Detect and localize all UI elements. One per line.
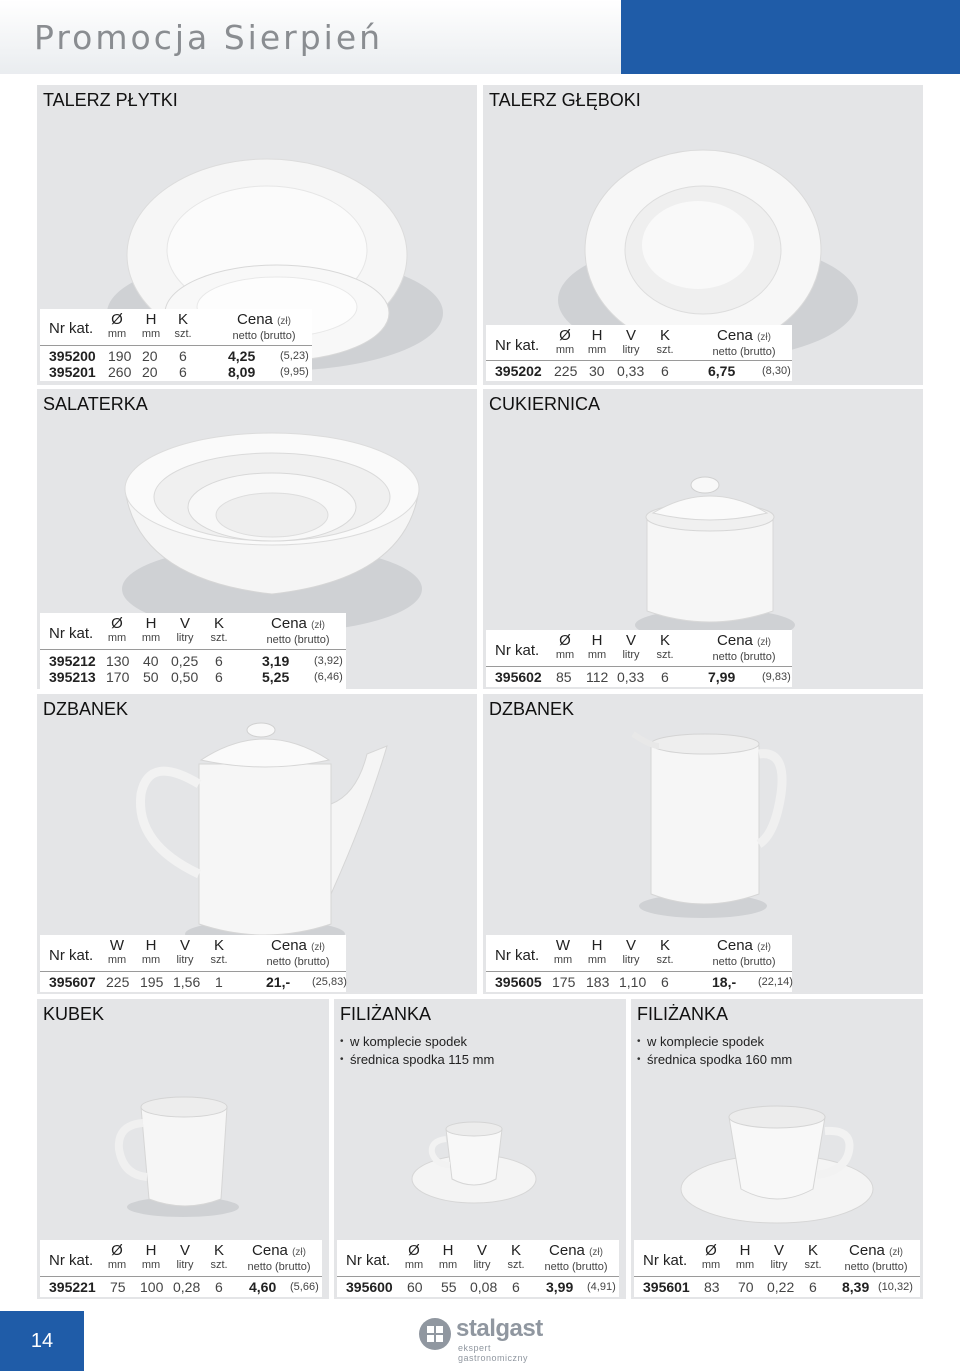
price-net: 18,- [712, 974, 737, 990]
product-code: 395212 [49, 653, 96, 669]
currency-label: (zł) [757, 942, 771, 953]
product-title: TALERZ GŁĘBOKI [489, 90, 641, 110]
price-gross: (10,32) [878, 1281, 913, 1293]
netto-label: netto (brutto) [247, 1261, 311, 1273]
spec-table-filizanka-large [634, 1240, 920, 1297]
spec-table-dzbanek-coffee [40, 935, 346, 992]
brand-name: stalgast [456, 1315, 543, 1342]
spec-table-talerz-plytki [40, 309, 312, 381]
diameter-label: Ø [408, 1242, 420, 1259]
price-gross: (6,46) [314, 671, 343, 683]
unit-litry: litry [176, 1259, 194, 1271]
product-title: FILIŻANKA [637, 1004, 729, 1024]
cena-label: Cena [237, 311, 273, 328]
quantity-label: K [807, 1242, 818, 1259]
height-label: H [442, 1242, 454, 1259]
unit-szt: szt. [210, 632, 228, 644]
volume-value: 0,25 [171, 653, 199, 669]
product-title: KUBEK [43, 1004, 105, 1024]
product-title: FILIŻANKA [340, 1004, 432, 1024]
nrkat-label: Nr kat. [643, 1252, 688, 1269]
price-net: 7,99 [708, 669, 736, 685]
height-label: H [739, 1242, 751, 1259]
diameter-label: Ø [705, 1242, 717, 1259]
unit-mm: mm [107, 632, 127, 644]
height-value: 40 [143, 653, 159, 669]
height-label: H [145, 615, 157, 632]
quantity-value: 1 [215, 974, 223, 990]
width-value: 225 [106, 974, 130, 990]
unit-szt: szt. [656, 344, 674, 356]
nrkat-label: Nr kat. [49, 1252, 94, 1269]
width-label: W [109, 937, 125, 954]
quantity-value: 6 [215, 669, 223, 685]
price-net: 4,60 [249, 1279, 277, 1295]
unit-litry: litry [622, 649, 640, 661]
unit-litry: litry [622, 954, 640, 966]
unit-litry: litry [622, 344, 640, 356]
unit-mm: mm [587, 344, 607, 356]
height-value: 70 [738, 1279, 754, 1295]
cena-label: Cena [717, 632, 753, 649]
height-label: H [591, 632, 603, 649]
currency-label: (zł) [889, 1247, 903, 1258]
height-value: 112 [586, 669, 609, 685]
nrkat-label: Nr kat. [49, 320, 94, 337]
nrkat-label: Nr kat. [495, 947, 540, 964]
spec-table-filizanka-small [337, 1240, 619, 1297]
spec-table-cukiernica [486, 630, 792, 687]
height-value: 20 [142, 364, 158, 380]
quantity-value: 6 [215, 653, 223, 669]
product-title: CUKIERNICA [489, 394, 601, 414]
table-row [634, 1279, 920, 1295]
product-title: TALERZ PŁYTKI [43, 90, 178, 110]
unit-szt: szt. [210, 1259, 228, 1271]
unit-mm: mm [553, 954, 573, 966]
diameter-value: 130 [106, 653, 130, 669]
currency-label: (zł) [292, 1247, 306, 1258]
volume-label: V [773, 1242, 784, 1259]
unit-mm: mm [555, 649, 575, 661]
quantity-label: K [213, 937, 224, 954]
product-title: SALATERKA [43, 394, 148, 414]
quantity-label: K [510, 1242, 521, 1259]
unit-mm: mm [404, 1259, 424, 1271]
currency-label: (zł) [757, 332, 771, 343]
height-value: 20 [142, 348, 158, 364]
unit-szt: szt. [656, 954, 674, 966]
volume-label: V [179, 937, 190, 954]
nrkat-label: Nr kat. [49, 625, 94, 642]
product-code: 395200 [49, 348, 96, 364]
unit-mm: mm [141, 632, 161, 644]
height-label: H [591, 327, 603, 344]
width-label: W [555, 937, 571, 954]
unit-szt: szt. [174, 328, 192, 340]
diameter-value: 260 [108, 364, 132, 380]
unit-mm: mm [107, 1259, 127, 1271]
nrkat-label: Nr kat. [495, 337, 540, 354]
unit-mm: mm [141, 954, 161, 966]
spec-table-dzbanek-milk [486, 935, 792, 992]
table-row [40, 669, 346, 685]
page-number: 14 [0, 1311, 84, 1371]
product-code: 395221 [49, 1279, 96, 1295]
unit-mm: mm [107, 328, 127, 340]
quantity-label: K [213, 615, 224, 632]
quantity-value: 6 [661, 669, 669, 685]
unit-litry: litry [176, 632, 194, 644]
table-row [486, 974, 792, 990]
diameter-value: 225 [554, 363, 578, 379]
unit-litry: litry [770, 1259, 788, 1271]
height-label: H [591, 937, 603, 954]
volume-label: V [625, 937, 636, 954]
cena-label: Cena [271, 615, 307, 632]
cena-label: Cena [849, 1242, 885, 1259]
netto-label: netto (brutto) [544, 1261, 608, 1273]
price-net: 6,75 [708, 363, 736, 379]
cena-label: Cena [717, 327, 753, 344]
product-title: DZBANEK [489, 699, 575, 719]
quantity-label: K [177, 311, 188, 328]
volume-label: V [179, 1242, 190, 1259]
price-net: 8,39 [842, 1279, 870, 1295]
netto-label: netto (brutto) [712, 346, 776, 358]
width-value: 175 [552, 974, 576, 990]
diameter-value: 83 [704, 1279, 720, 1295]
unit-mm: mm [141, 1259, 161, 1271]
height-value: 30 [589, 363, 605, 379]
price-gross: (8,30) [762, 365, 791, 377]
volume-value: 0,33 [617, 363, 645, 379]
table-row [40, 1279, 322, 1295]
table-row [486, 363, 792, 379]
unit-mm: mm [141, 328, 161, 340]
volume-label: V [625, 327, 636, 344]
nrkat-label: Nr kat. [49, 947, 94, 964]
unit-mm: mm [587, 649, 607, 661]
volume-value: 0,33 [617, 669, 645, 685]
spec-table-kubek [40, 1240, 322, 1297]
netto-label: netto (brutto) [712, 956, 776, 968]
volume-label: V [179, 615, 190, 632]
height-value: 183 [586, 974, 610, 990]
unit-szt: szt. [507, 1259, 525, 1271]
unit-szt: szt. [210, 954, 228, 966]
product-code: 395202 [495, 363, 542, 379]
quantity-value: 6 [179, 348, 187, 364]
table-row [40, 348, 312, 364]
product-code: 395600 [346, 1279, 393, 1295]
unit-mm: mm [438, 1259, 458, 1271]
diameter-label: Ø [111, 1242, 123, 1259]
spec-table-salaterka [40, 613, 346, 689]
quantity-label: K [659, 632, 670, 649]
product-code: 395602 [495, 669, 542, 685]
diameter-label: Ø [111, 615, 123, 632]
volume-value: 0,08 [470, 1279, 498, 1295]
table-row [486, 669, 792, 685]
diameter-value: 60 [407, 1279, 423, 1295]
height-value: 195 [140, 974, 164, 990]
volume-label: V [625, 632, 636, 649]
quantity-label: K [659, 327, 670, 344]
volume-value: 0,28 [173, 1279, 201, 1295]
product-code: 395601 [643, 1279, 690, 1295]
unit-mm: mm [701, 1259, 721, 1271]
unit-litry: litry [473, 1259, 491, 1271]
currency-label: (zł) [311, 620, 325, 631]
price-net: 8,09 [228, 364, 256, 380]
feature-item: • średnica spodka 160 mm [637, 1051, 792, 1069]
height-label: H [145, 937, 157, 954]
price-gross: (5,66) [290, 1281, 319, 1293]
unit-szt: szt. [804, 1259, 822, 1271]
feature-item: • w komplecie spodek [340, 1033, 494, 1051]
volume-value: 0,22 [767, 1279, 795, 1295]
stalgast-logo [418, 1315, 558, 1363]
diameter-value: 170 [106, 669, 130, 685]
volume-value: 1,10 [619, 974, 647, 990]
price-net: 21,- [266, 974, 291, 990]
nrkat-label: Nr kat. [495, 642, 540, 659]
quantity-value: 6 [661, 974, 669, 990]
price-gross: (9,95) [280, 366, 309, 378]
netto-label: netto (brutto) [266, 956, 330, 968]
price-net: 3,99 [546, 1279, 574, 1295]
height-label: H [145, 1242, 157, 1259]
diameter-label: Ø [559, 327, 571, 344]
cena-label: Cena [549, 1242, 585, 1259]
unit-mm: mm [587, 954, 607, 966]
diameter-label: Ø [559, 632, 571, 649]
volume-value: 1,56 [173, 974, 201, 990]
volume-label: V [476, 1242, 487, 1259]
brand-tagline: ekspert gastronomiczny [458, 1343, 529, 1363]
product-code: 395213 [49, 669, 96, 685]
feature-item: • w komplecie spodek [637, 1033, 792, 1051]
quantity-value: 6 [179, 364, 187, 380]
quantity-value: 6 [809, 1279, 817, 1295]
diameter-value: 85 [556, 669, 572, 685]
table-row [40, 653, 346, 669]
price-net: 5,25 [262, 669, 290, 685]
product-title: DZBANEK [43, 699, 129, 719]
quantity-label: K [213, 1242, 224, 1259]
volume-value: 0,50 [171, 669, 199, 685]
cena-label: Cena [252, 1242, 288, 1259]
currency-label: (zł) [757, 637, 771, 648]
price-gross: (25,83) [312, 976, 347, 988]
table-row [40, 974, 346, 990]
height-value: 100 [140, 1279, 164, 1295]
height-label: H [145, 311, 157, 328]
netto-label: netto (brutto) [266, 634, 330, 646]
price-gross: (9,83) [762, 671, 791, 683]
stalgast-logo-icon [418, 1317, 452, 1351]
nrkat-label: Nr kat. [346, 1252, 391, 1269]
product-code: 395605 [495, 974, 542, 990]
price-net: 3,19 [262, 653, 290, 669]
price-gross: (22,14) [758, 976, 793, 988]
price-gross: (4,91) [587, 1281, 616, 1293]
netto-label: netto (brutto) [232, 330, 296, 342]
table-row [40, 364, 312, 380]
header-accent-block [621, 0, 960, 76]
quantity-value: 6 [661, 363, 669, 379]
feature-item: • średnica spodka 115 mm [340, 1051, 494, 1069]
unit-mm: mm [555, 344, 575, 356]
height-value: 55 [441, 1279, 457, 1295]
page-title: Promocja Sierpień [34, 18, 384, 57]
diameter-label: Ø [111, 311, 123, 328]
height-value: 50 [143, 669, 159, 685]
unit-szt: szt. [656, 649, 674, 661]
netto-label: netto (brutto) [712, 651, 776, 663]
quantity-value: 6 [512, 1279, 520, 1295]
table-row [337, 1279, 619, 1295]
netto-label: netto (brutto) [844, 1261, 908, 1273]
spec-table-talerz-gleboki [486, 325, 792, 381]
header-divider [0, 74, 960, 80]
unit-mm: mm [107, 954, 127, 966]
price-gross: (3,92) [314, 655, 343, 667]
diameter-value: 75 [110, 1279, 126, 1295]
product-code: 395607 [49, 974, 96, 990]
diameter-value: 190 [108, 348, 132, 364]
currency-label: (zł) [589, 1247, 603, 1258]
price-gross: (5,23) [280, 350, 309, 362]
product-code: 395201 [49, 364, 96, 380]
cena-label: Cena [717, 937, 753, 954]
cena-label: Cena [271, 937, 307, 954]
currency-label: (zł) [277, 316, 291, 327]
quantity-label: K [659, 937, 670, 954]
unit-mm: mm [735, 1259, 755, 1271]
price-net: 4,25 [228, 348, 256, 364]
quantity-value: 6 [215, 1279, 223, 1295]
currency-label: (zł) [311, 942, 325, 953]
page-header [0, 0, 960, 76]
unit-litry: litry [176, 954, 194, 966]
